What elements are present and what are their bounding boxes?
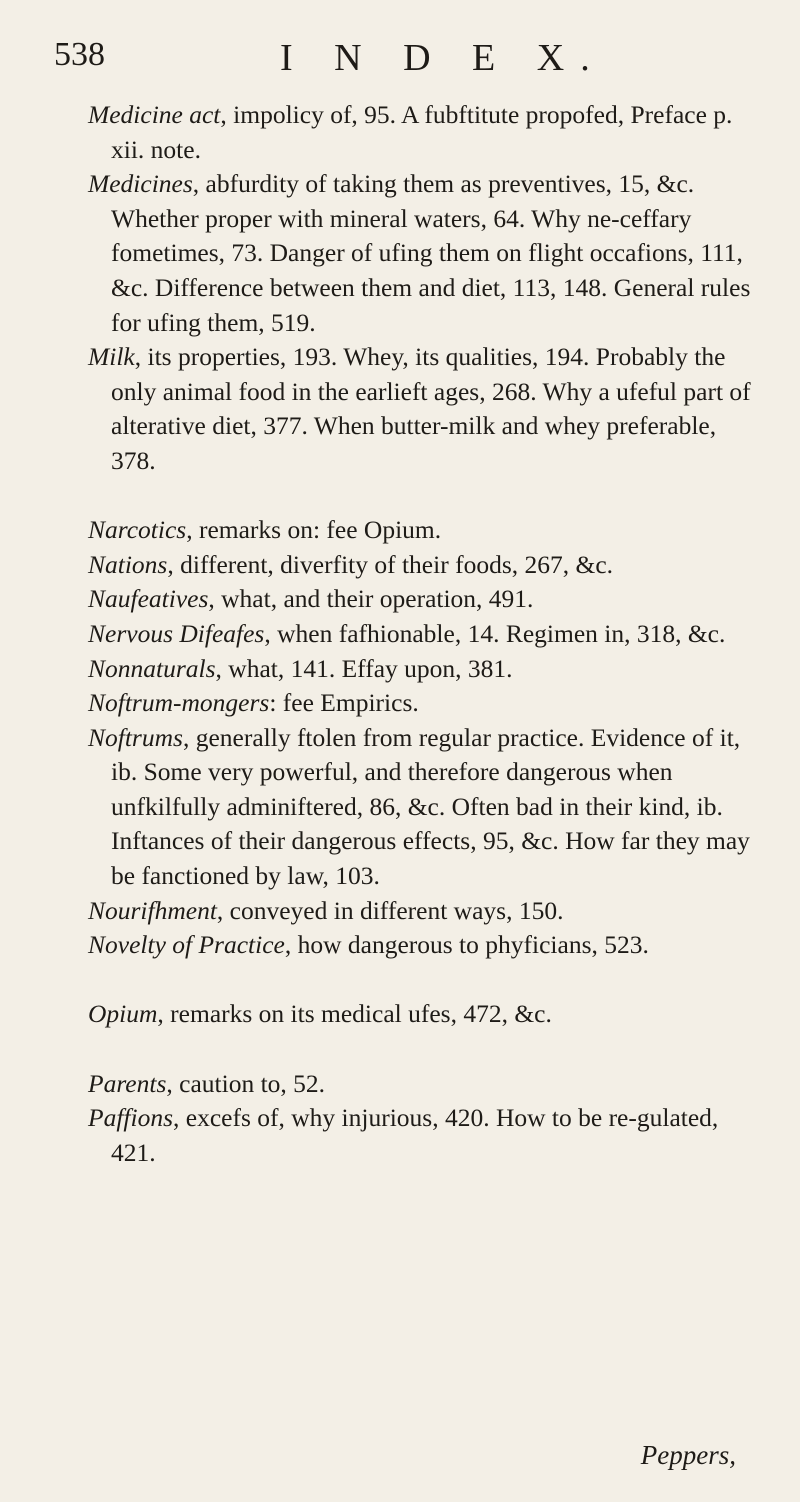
index-entry (88, 167, 766, 340)
index-entry (88, 928, 766, 963)
entry-text: , impolicy of, 95. A fubftitute propofed, Preface p. xii. note. (111, 100, 733, 164)
index-entry (88, 1067, 766, 1102)
entry-heading: Nourifhment (88, 895, 217, 925)
entry-text: , how dangerous to phyficians, 523. (284, 930, 649, 960)
index-entry (88, 721, 766, 894)
page-number: 538 (54, 36, 105, 73)
entry-text: , excefs of, why injurious, 420. How to be re-gulated, 421. (111, 1103, 719, 1167)
entry-text: : fee Empirics. (269, 688, 419, 718)
entry-heading: Nervous Difeafes (88, 618, 265, 648)
index-entries (88, 98, 766, 1170)
entry-text: , remarks on: fee Opium. (186, 515, 442, 545)
entry-heading: Nonnaturals (88, 653, 216, 683)
entry-heading: Medicine act (88, 100, 221, 129)
entry-text: , abfurdity of taking them as preventives, 15, &c. Whether proper with mineral waters, 64. Why ne-ceffary fometimes, 73. Danger of ufing them on flight occafions, 111, &c. Difference between them and diet, 113, 148. General rules for ufing them, 519. (111, 169, 751, 337)
entry-heading: Paffions (88, 1103, 174, 1133)
entry-text: , its properties, 193. Whey, its qualities, 194. Probably the only animal food in the earlieft ages, 268. Why a ufeful part of alterative diet, 377. When butter-milk and whey preferable, 378. (111, 342, 751, 475)
index-entry (88, 997, 766, 1032)
entry-heading: Noftrums (88, 722, 183, 752)
index-entry (88, 98, 766, 167)
entry-text: , what, 141. Effay upon, 381. (215, 653, 513, 683)
entry-heading: Medicines (88, 169, 193, 199)
entry-text: , caution to, 52. (166, 1068, 326, 1098)
entry-heading: Milk (88, 342, 135, 372)
index-entry (88, 548, 766, 583)
entry-text: , different, diverfity of their foods, 267, &c. (167, 549, 614, 579)
entry-heading: Novelty of Practice (88, 930, 285, 960)
index-entry (88, 617, 766, 652)
entry-heading: Noftrum-mongers (88, 688, 270, 718)
index-entry (88, 513, 766, 548)
index-entry (88, 582, 766, 617)
catchword: Peppers, (640, 1440, 736, 1470)
entry-heading: Opium (88, 999, 158, 1029)
entry-text: , conveyed in different ways, 150. (216, 895, 564, 925)
entry-text: , what, and their operation, 491. (208, 584, 534, 614)
entry-heading: Parents (88, 1068, 167, 1098)
index-entry (88, 894, 766, 929)
index-entry (88, 340, 766, 478)
page-header (54, 36, 760, 86)
entry-heading: Narcotics (88, 515, 187, 545)
index-entry (88, 686, 766, 721)
entry-text: , remarks on its medical ufes, 472, &c. (157, 999, 552, 1029)
entry-text: , generally ftolen from regular practice. Evidence of it, ib. Some very powerful, and therefore dangerous when unfkilfully adminiftered, 86, &c. Often bad in their kind, ib. Inftances of their dangerous effects, 95, &c. How far they may be fanctioned by law, 103. (111, 722, 750, 891)
index-entry (88, 652, 766, 687)
entry-text: , when fafhionable, 14. Regimen in, 318, &c. (264, 618, 726, 648)
entry-heading: Nations (88, 549, 168, 579)
index-entry (88, 1101, 766, 1170)
entry-heading: Naufeatives (88, 584, 209, 614)
running-head: I N D E X. (280, 37, 606, 79)
